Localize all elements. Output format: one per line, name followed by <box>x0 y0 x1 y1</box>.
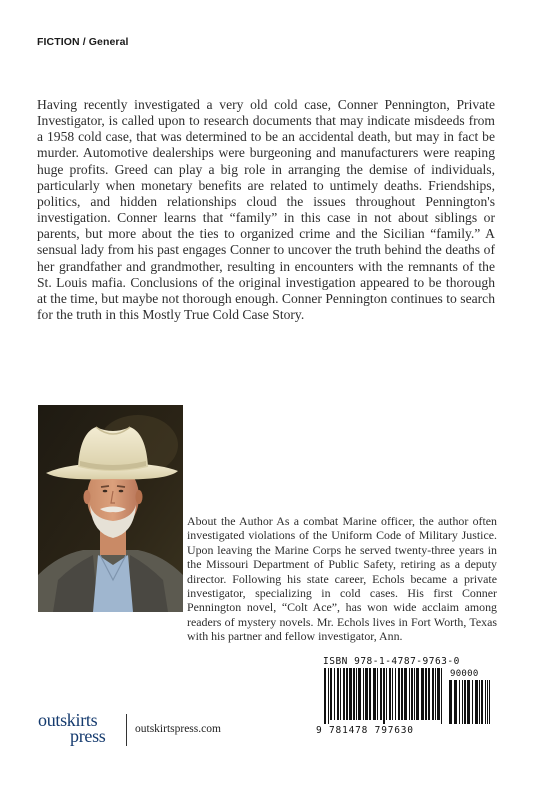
isbn-label: ISBN 978-1-4787-9763-0 <box>323 656 460 667</box>
author-bio: About the Author As a combat Marine officer, the author often investigated violations of the Uniform Code of Military Justice. Upon leaving the Marine Corps he served twenty-three years in the Missouri Department of Public Safety, retiring as a deputy director. Following his state career, Echols became a private investigator, specializing in cold cases. His first Conner Pennington novel, “Colt Ace”, has won wide acclaim among readers of mystery novels. Mr. Echols lives in Fort Worth, Texas with his partner and fellow investigator, Ann. <box>187 514 497 644</box>
author-photo <box>38 405 183 612</box>
ean-bars <box>324 668 444 724</box>
ean-digits: 9 781478 797630 <box>316 725 414 736</box>
book-description: Having recently investigated a very old cold case, Conner Pennington, Private Investigator, is called upon to research documents that may indicate misdeeds from a 1958 cold case, that was determined to be an accidental death, but may in fact be murder. Automotive dealerships were burgeoning and manufacturers were reaping huge profits. Greed can play a big role in arranging the demise of individuals, particularly when monetary benefits are related to untimely deaths. Friendships, politics, and hidden relationships cloud the issues throughout Pennington's investigation. Conner learns that “family” in this case in not about siblings or parents, but more about the ties to organized crime and the Sicilian “family.” A sensual lady from his past engages Conner to uncover the truth behind the deaths of her grandfather and grandmother, resulting in encounters with the remnants of the St. Louis mafia. Conclusions of the original investigation appeared to be thorough at the time, but maybe not thorough enough. Conner Pennington continues to search for the truth in this Mostly True Cold Case Story. <box>37 97 495 323</box>
logo-word-outskirts: outskirts <box>38 710 98 730</box>
publisher-url: outskirtspress.com <box>135 723 221 735</box>
outskirts-press-logo <box>38 710 124 754</box>
price-code: 90000 <box>450 669 479 679</box>
genre-label: FICTION / General <box>37 36 129 48</box>
isbn-barcode <box>314 654 494 739</box>
logo-divider <box>126 714 127 746</box>
logo-word-press: press <box>70 726 106 746</box>
addon-bars <box>449 680 493 724</box>
